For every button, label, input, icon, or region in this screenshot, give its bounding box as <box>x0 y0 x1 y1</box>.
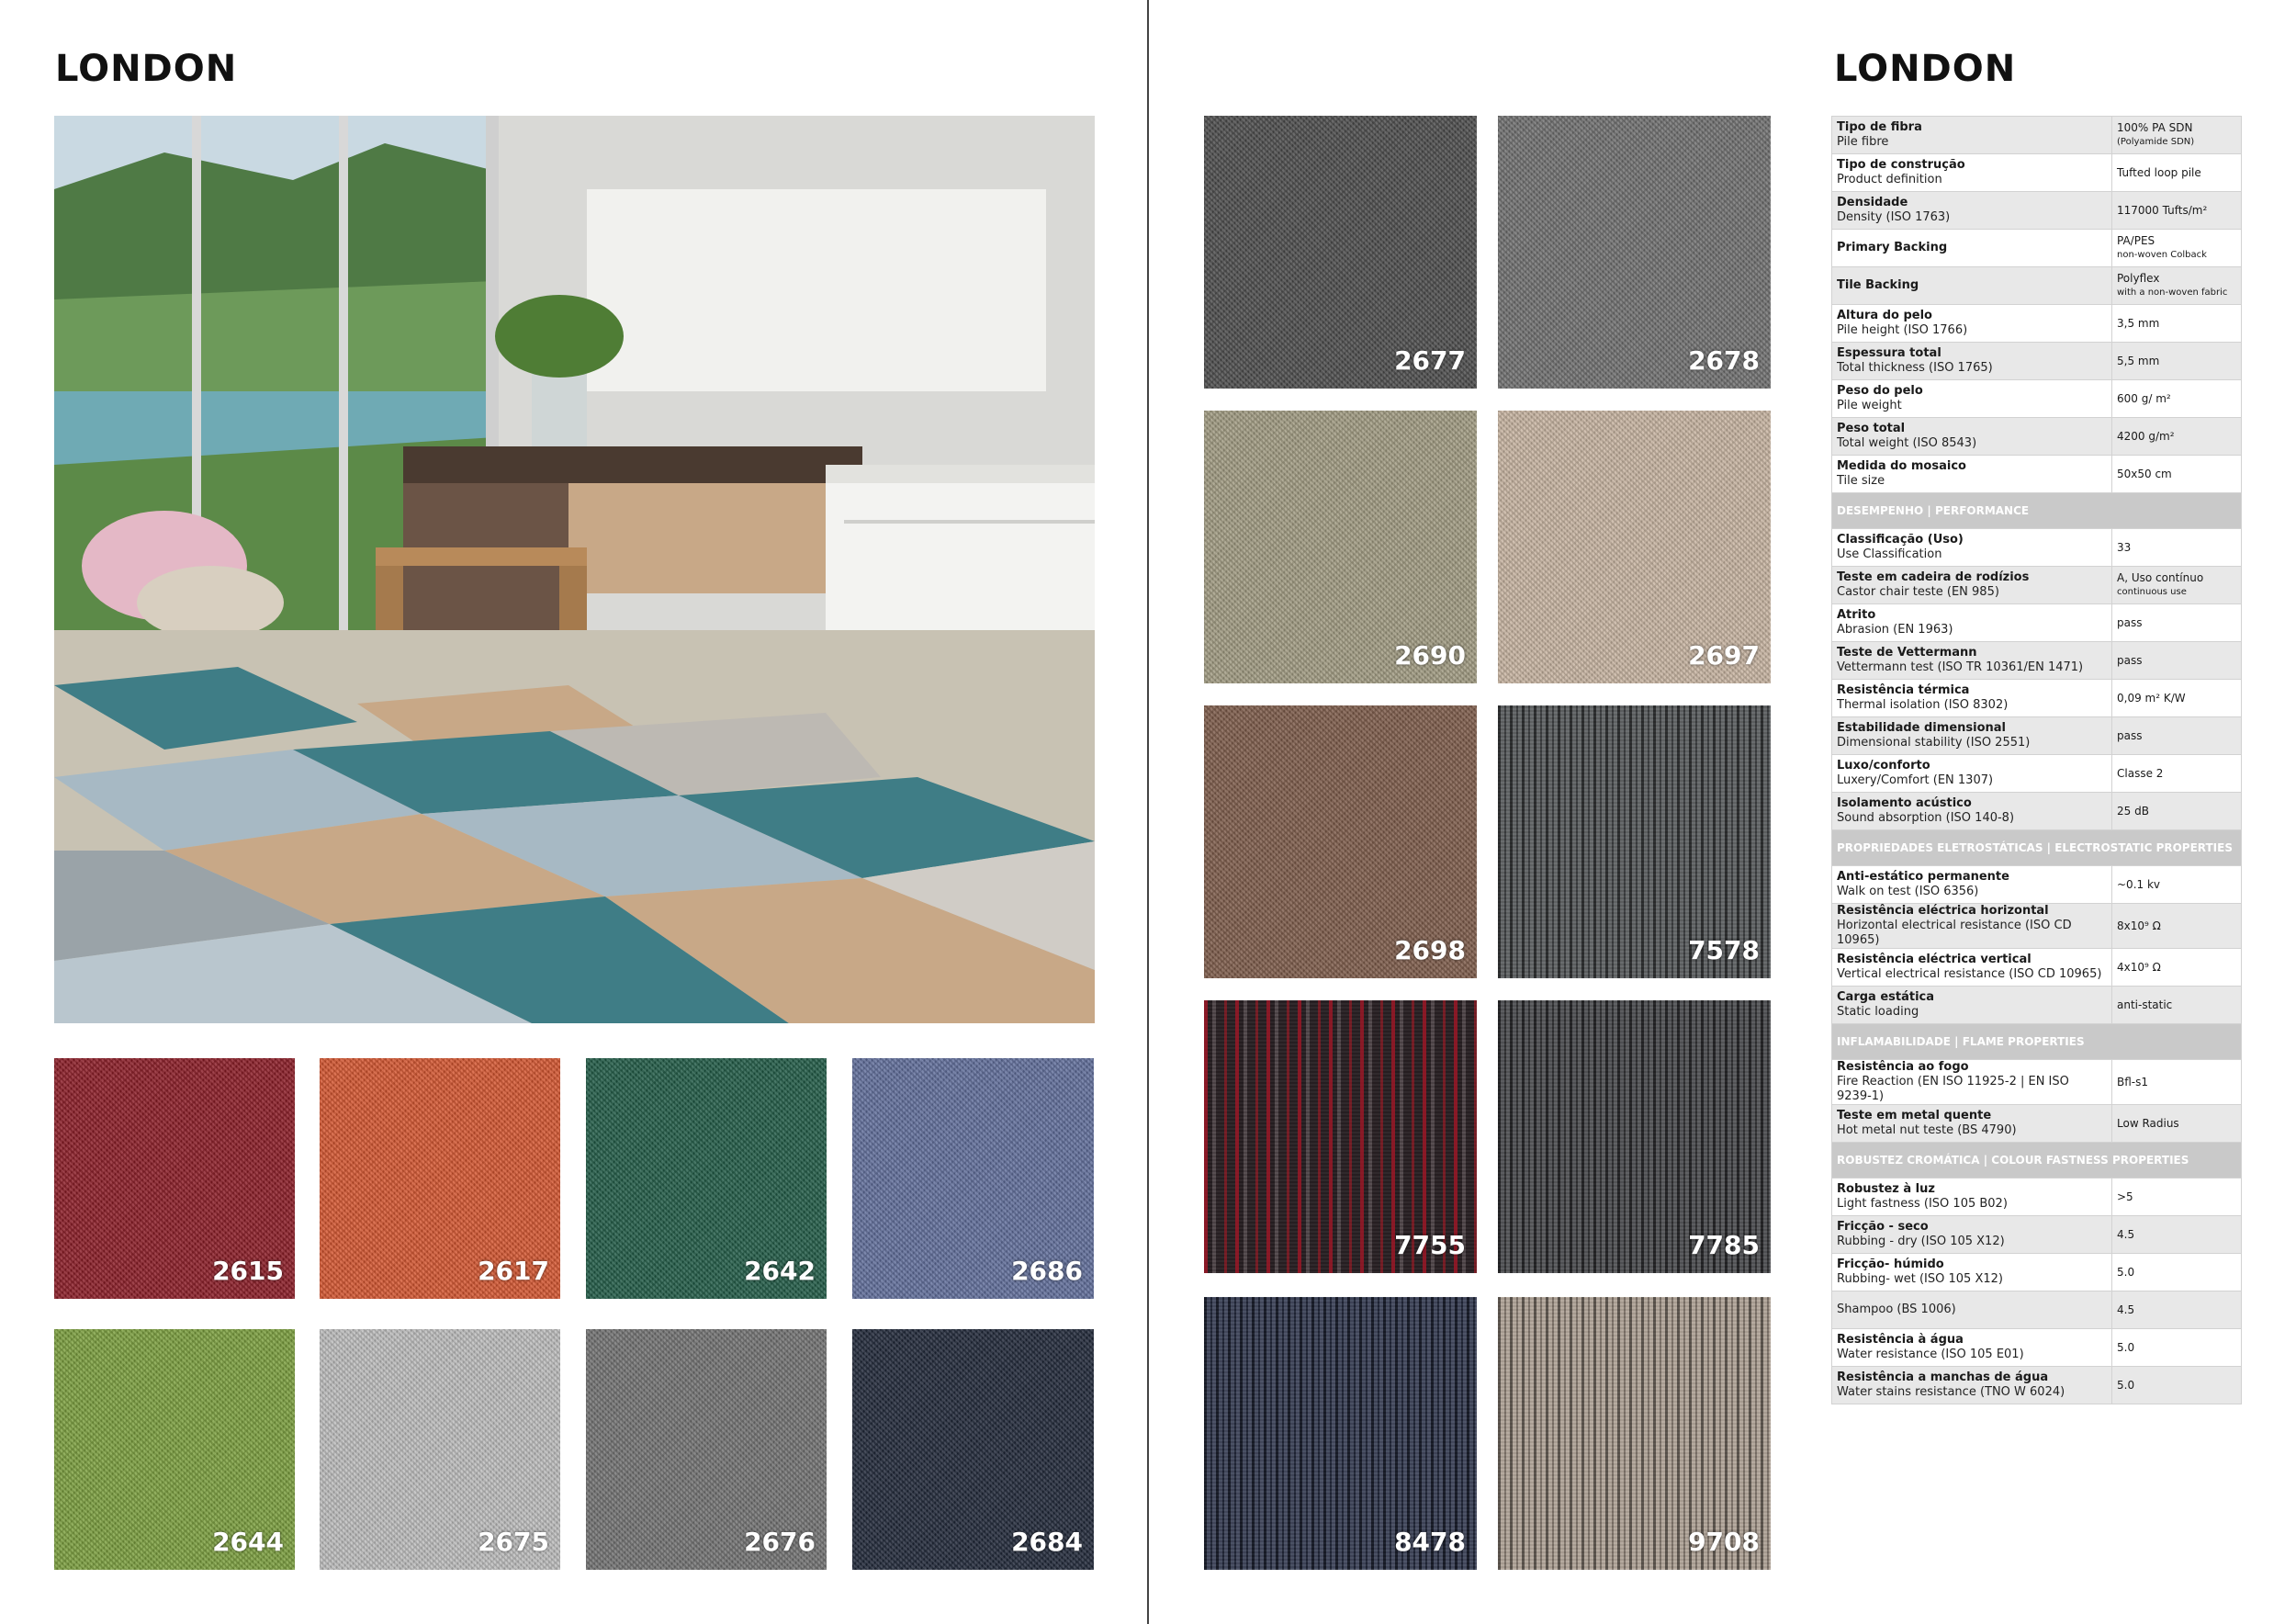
spec-label-en: Pile height (ISO 1766) <box>1837 323 1968 337</box>
spec-label-cell <box>1832 642 2112 680</box>
spec-label-en: Luxery/Comfort (EN 1307) <box>1837 773 1994 787</box>
spec-value-cell <box>2112 717 2242 755</box>
spec-row <box>1832 529 2242 567</box>
spec-value: PA/PES <box>2117 234 2155 247</box>
page-divider <box>1147 0 1149 1624</box>
spec-label-cell <box>1832 380 2112 418</box>
spec-row <box>1832 1060 2242 1105</box>
spec-value-cell <box>2112 343 2242 380</box>
spec-row <box>1832 793 2242 830</box>
spec-label-cell <box>1832 793 2112 830</box>
spec-row <box>1832 1329 2242 1367</box>
swatch-7785 <box>1498 1000 1771 1273</box>
spec-value-cell <box>2112 117 2242 154</box>
spec-row <box>1832 267 2242 305</box>
spec-label-en: Sound absorption (ISO 140-8) <box>1837 811 2015 825</box>
spec-label-pt: Luxo/conforto <box>1837 759 1930 773</box>
spec-value-cell <box>2112 793 2242 830</box>
swatch-7755 <box>1204 1000 1477 1273</box>
spec-value: Bfl-s1 <box>2117 1076 2149 1088</box>
spec-label-cell <box>1832 755 2112 793</box>
spec-label-pt: Classificação (Uso) <box>1837 533 1964 547</box>
spec-value-cell <box>2112 154 2242 192</box>
spec-label-en: Rubbing - dry (ISO 105 X12) <box>1837 1235 2005 1248</box>
swatch-code: 8478 <box>1394 1527 1466 1557</box>
spec-value-cell <box>2112 904 2242 949</box>
spec-label-en: Product definition <box>1837 173 1942 186</box>
spec-value-cell <box>2112 949 2242 987</box>
spec-value: 600 g/ m² <box>2117 392 2171 405</box>
page-title-left: LONDON <box>55 48 238 90</box>
spec-section-label: INFLAMABILIDADE | FLAME PROPERTIES <box>1832 1024 2242 1060</box>
spec-value: Classe 2 <box>2117 767 2164 780</box>
spec-label-en: Pile weight <box>1837 399 1902 412</box>
spec-row <box>1832 949 2242 987</box>
spec-label-en: Water resistance (ISO 105 E01) <box>1837 1348 2024 1361</box>
swatch-code: 7578 <box>1688 935 1760 965</box>
spec-label-en: Dimensional stability (ISO 2551) <box>1837 736 2031 750</box>
spec-value: 3,5 mm <box>2117 317 2160 330</box>
spec-label-pt: Resistência à água <box>1837 1333 1964 1347</box>
spec-row <box>1832 343 2242 380</box>
spec-section-header <box>1832 830 2242 866</box>
spec-row <box>1832 642 2242 680</box>
spec-label-pt: Primary Backing <box>1837 241 1948 254</box>
spec-section-label: DESEMPENHO | PERFORMANCE <box>1832 493 2242 529</box>
spec-value-sub: (Polyamide SDN) <box>2117 137 2195 147</box>
spec-value-sub: with a non-woven fabric <box>2117 288 2228 298</box>
spec-label-en: Water stains resistance (TNO W 6024) <box>1837 1385 2065 1399</box>
spec-row <box>1832 230 2242 267</box>
spec-label-pt: Teste em cadeira de rodízios <box>1837 570 2030 584</box>
swatch-code: 2675 <box>478 1527 549 1557</box>
spec-section-header <box>1832 1024 2242 1060</box>
spec-label-cell <box>1832 1105 2112 1143</box>
spec-label-pt: Densidade <box>1837 196 1908 209</box>
spec-label-pt: Carga estática <box>1837 990 1935 1004</box>
swatch-code: 2642 <box>744 1256 816 1286</box>
spec-value-cell <box>2112 1060 2242 1105</box>
spec-value: 5.0 <box>2117 1341 2135 1354</box>
spec-section-label: PROPRIEDADES ELETROSTÁTICAS | ELECTROSTATIC PROPERTIES <box>1832 830 2242 866</box>
spec-value: 5.0 <box>2117 1379 2135 1392</box>
spec-value: 50x50 cm <box>2117 468 2172 480</box>
spec-value: 0,09 m² K/W <box>2117 692 2186 705</box>
spec-label-en: Tile size <box>1837 474 1885 488</box>
spec-label-pt: Tipo de fibra <box>1837 120 1922 134</box>
spec-label-en: Use Classification <box>1837 547 1942 561</box>
spec-label-pt: Estabilidade dimensional <box>1837 721 2006 735</box>
spec-value-cell <box>2112 529 2242 567</box>
spec-label-pt: Atrito <box>1837 608 1876 622</box>
spec-label-cell <box>1832 1060 2112 1105</box>
swatch-code: 9708 <box>1688 1527 1760 1557</box>
spec-row <box>1832 680 2242 717</box>
spec-label-pt: Resistência eléctrica horizontal <box>1837 904 2049 918</box>
spec-value: 4.5 <box>2117 1228 2135 1241</box>
spec-value: 117000 Tufts/m² <box>2117 204 2208 217</box>
spec-label-cell <box>1832 343 2112 380</box>
spec-label-en: Total thickness (ISO 1765) <box>1837 361 1993 375</box>
spec-value: 5.0 <box>2117 1266 2135 1279</box>
spec-row <box>1832 1367 2242 1404</box>
spec-label-cell <box>1832 192 2112 230</box>
spec-value: A, Uso contínuo <box>2117 571 2204 584</box>
spec-section-header <box>1832 493 2242 529</box>
specifications-table-body <box>1832 117 2242 1404</box>
spec-label-pt: Resistência térmica <box>1837 683 1970 697</box>
spec-label-en: Vettermann test (ISO TR 10361/EN 1471) <box>1837 660 2084 674</box>
spec-value-cell <box>2112 418 2242 456</box>
spec-label-cell <box>1832 904 2112 949</box>
spec-row <box>1832 456 2242 493</box>
swatch-code: 2644 <box>212 1527 284 1557</box>
spec-label-cell <box>1832 949 2112 987</box>
spec-value-cell <box>2112 380 2242 418</box>
spec-value-cell <box>2112 192 2242 230</box>
swatch-2678 <box>1498 116 1771 389</box>
spec-label-cell <box>1832 680 2112 717</box>
spec-value-cell <box>2112 755 2242 793</box>
spec-label-cell <box>1832 1291 2112 1329</box>
spec-row <box>1832 192 2242 230</box>
spec-label-en: Shampoo (BS 1006) <box>1837 1303 1956 1316</box>
swatch-2644 <box>54 1329 295 1570</box>
swatch-code: 2684 <box>1011 1527 1083 1557</box>
swatch-2617 <box>320 1058 560 1299</box>
spec-label-en: Vertical electrical resistance (ISO CD 10965) <box>1837 967 2102 981</box>
spec-label-en: Hot metal nut teste (BS 4790) <box>1837 1123 2017 1137</box>
spec-row <box>1832 1291 2242 1329</box>
spec-value-cell <box>2112 1179 2242 1216</box>
spec-label-cell <box>1832 456 2112 493</box>
swatch-code: 2677 <box>1394 345 1466 376</box>
swatch-2675 <box>320 1329 560 1570</box>
swatch-2684 <box>852 1329 1094 1570</box>
spec-value-cell <box>2112 567 2242 604</box>
spec-label-en: Density (ISO 1763) <box>1837 210 1951 224</box>
spec-label-en: Pile fibre <box>1837 135 1889 149</box>
spec-label-pt: Altura do pelo <box>1837 309 1932 322</box>
spec-value-cell <box>2112 866 2242 904</box>
spec-label-en: Total weight (ISO 8543) <box>1837 436 1977 450</box>
spec-row <box>1832 1179 2242 1216</box>
specifications-table <box>1831 116 2242 1404</box>
spec-label-pt: Resistência a manchas de água <box>1837 1370 2049 1384</box>
swatch-9708 <box>1498 1297 1771 1570</box>
swatch-code: 2676 <box>744 1527 816 1557</box>
spec-label-cell <box>1832 1329 2112 1367</box>
spec-value: 8x10⁹ Ω <box>2117 919 2161 932</box>
spec-label-en: Static loading <box>1837 1005 1919 1019</box>
spec-label-pt: Resistência ao fogo <box>1837 1060 1969 1074</box>
spec-label-cell <box>1832 1367 2112 1404</box>
spec-row <box>1832 1216 2242 1254</box>
spec-value-cell <box>2112 1254 2242 1291</box>
spec-value: ~0.1 kv <box>2117 878 2161 891</box>
swatch-2642 <box>586 1058 827 1299</box>
spec-value: Polyflex <box>2117 272 2160 285</box>
swatch-code: 7755 <box>1394 1230 1466 1260</box>
swatch-7578 <box>1498 705 1771 978</box>
spec-label-pt: Teste em metal quente <box>1837 1109 1992 1122</box>
spec-value-cell <box>2112 1105 2242 1143</box>
spec-label-cell <box>1832 866 2112 904</box>
spec-label-pt: Resistência eléctrica vertical <box>1837 953 2032 966</box>
spec-value-sub: non-woven Colback <box>2117 250 2207 260</box>
spec-label-en: Walk on test (ISO 6356) <box>1837 885 1979 898</box>
spec-row <box>1832 987 2242 1024</box>
spec-label-cell <box>1832 154 2112 192</box>
spec-row <box>1832 567 2242 604</box>
swatch-code: 7785 <box>1688 1230 1760 1260</box>
spec-value: pass <box>2117 616 2143 629</box>
spec-label-cell <box>1832 1216 2112 1254</box>
spec-label-en: Rubbing- wet (ISO 105 X12) <box>1837 1272 2003 1286</box>
spec-row <box>1832 755 2242 793</box>
spec-row <box>1832 1105 2242 1143</box>
spec-label-en: Abrasion (EN 1963) <box>1837 623 1953 637</box>
spec-label-pt: Peso total <box>1837 422 1906 435</box>
spec-label-pt: Tipo de construção <box>1837 158 1965 172</box>
spec-value: 100% PA SDN <box>2117 121 2193 134</box>
spec-value-cell <box>2112 456 2242 493</box>
spec-label-pt: Fricção - seco <box>1837 1220 1929 1234</box>
spec-value-cell <box>2112 267 2242 305</box>
page-title-right: LONDON <box>1834 48 2017 90</box>
swatch-2676 <box>586 1329 827 1570</box>
spec-label-cell <box>1832 604 2112 642</box>
spec-label-pt: Isolamento acústico <box>1837 796 1972 810</box>
spec-row <box>1832 305 2242 343</box>
spec-value: 4.5 <box>2117 1303 2135 1316</box>
spec-label-cell <box>1832 987 2112 1024</box>
swatch-2697 <box>1498 411 1771 683</box>
room-scene-image <box>54 116 1095 1023</box>
spec-label-en: Castor chair teste (EN 985) <box>1837 585 1999 599</box>
spec-value-cell <box>2112 1291 2242 1329</box>
swatch-code: 2698 <box>1394 935 1466 965</box>
spec-value-cell <box>2112 642 2242 680</box>
spec-value-cell <box>2112 1329 2242 1367</box>
spec-value: Low Radius <box>2117 1117 2179 1130</box>
spec-row <box>1832 380 2242 418</box>
swatch-2686 <box>852 1058 1094 1299</box>
spec-label-pt: Robustez à luz <box>1837 1182 1935 1196</box>
spec-row <box>1832 904 2242 949</box>
spec-value: pass <box>2117 654 2143 667</box>
spec-value-cell <box>2112 987 2242 1024</box>
swatch-2615 <box>54 1058 295 1299</box>
swatch-code: 2615 <box>212 1256 284 1286</box>
spec-label-pt: Medida do mosaico <box>1837 459 1966 473</box>
spec-row <box>1832 117 2242 154</box>
spec-value: 25 dB <box>2117 805 2149 818</box>
spec-label-cell <box>1832 267 2112 305</box>
spec-row <box>1832 866 2242 904</box>
spec-value-cell <box>2112 305 2242 343</box>
spec-value-cell <box>2112 1367 2242 1404</box>
spec-label-en: Light fastness (ISO 105 B02) <box>1837 1197 2008 1211</box>
spec-label-cell <box>1832 117 2112 154</box>
spec-label-cell <box>1832 717 2112 755</box>
swatch-2698 <box>1204 705 1477 978</box>
spec-label-pt: Espessura total <box>1837 346 1941 360</box>
spec-row <box>1832 418 2242 456</box>
spec-row <box>1832 1254 2242 1291</box>
spec-label-cell <box>1832 567 2112 604</box>
spec-value-cell <box>2112 1216 2242 1254</box>
swatch-code: 2617 <box>478 1256 549 1286</box>
spec-row <box>1832 604 2242 642</box>
spec-value: 4200 g/m² <box>2117 430 2175 443</box>
spec-label-en: Fire Reaction (EN ISO 11925-2 | EN ISO 9239-1) <box>1837 1075 2069 1103</box>
spec-value: 5,5 mm <box>2117 355 2160 367</box>
swatch-code: 2678 <box>1688 345 1760 376</box>
spec-label-cell <box>1832 305 2112 343</box>
swatch-8478 <box>1204 1297 1477 1570</box>
spec-section-header <box>1832 1143 2242 1179</box>
spec-label-en: Thermal isolation (ISO 8302) <box>1837 698 2009 712</box>
spec-label-pt: Fricção- húmido <box>1837 1257 1944 1271</box>
spec-label-cell <box>1832 418 2112 456</box>
spec-value: anti-static <box>2117 998 2173 1011</box>
spec-label-cell <box>1832 230 2112 267</box>
swatch-code: 2690 <box>1394 640 1466 671</box>
spec-label-pt: Peso do pelo <box>1837 384 1923 398</box>
spec-section-label: ROBUSTEZ CROMÁTICA | COLOUR FASTNESS PROPERTIES <box>1832 1143 2242 1179</box>
spec-value: 4x10⁹ Ω <box>2117 961 2161 974</box>
spec-label-en: Horizontal electrical resistance (ISO CD 10965) <box>1837 919 2072 947</box>
swatch-code: 2686 <box>1011 1256 1083 1286</box>
spec-value: >5 <box>2117 1190 2133 1203</box>
swatch-code: 2697 <box>1688 640 1760 671</box>
spec-label-pt: Anti-estático permanente <box>1837 870 2009 884</box>
spec-value: pass <box>2117 729 2143 742</box>
spec-label-pt: Teste de Vettermann <box>1837 646 1977 660</box>
swatch-2690 <box>1204 411 1477 683</box>
spec-value-cell <box>2112 680 2242 717</box>
spec-label-cell <box>1832 529 2112 567</box>
spec-value-sub: continuous use <box>2117 587 2187 597</box>
spec-value: Tufted loop pile <box>2117 166 2201 179</box>
spec-value-cell <box>2112 604 2242 642</box>
spec-label-cell <box>1832 1179 2112 1216</box>
spec-row <box>1832 154 2242 192</box>
spec-value-cell <box>2112 230 2242 267</box>
spec-row <box>1832 717 2242 755</box>
spec-label-cell <box>1832 1254 2112 1291</box>
spec-value: 33 <box>2117 541 2132 554</box>
spec-label-pt: Tile Backing <box>1837 278 1919 292</box>
swatch-2677 <box>1204 116 1477 389</box>
